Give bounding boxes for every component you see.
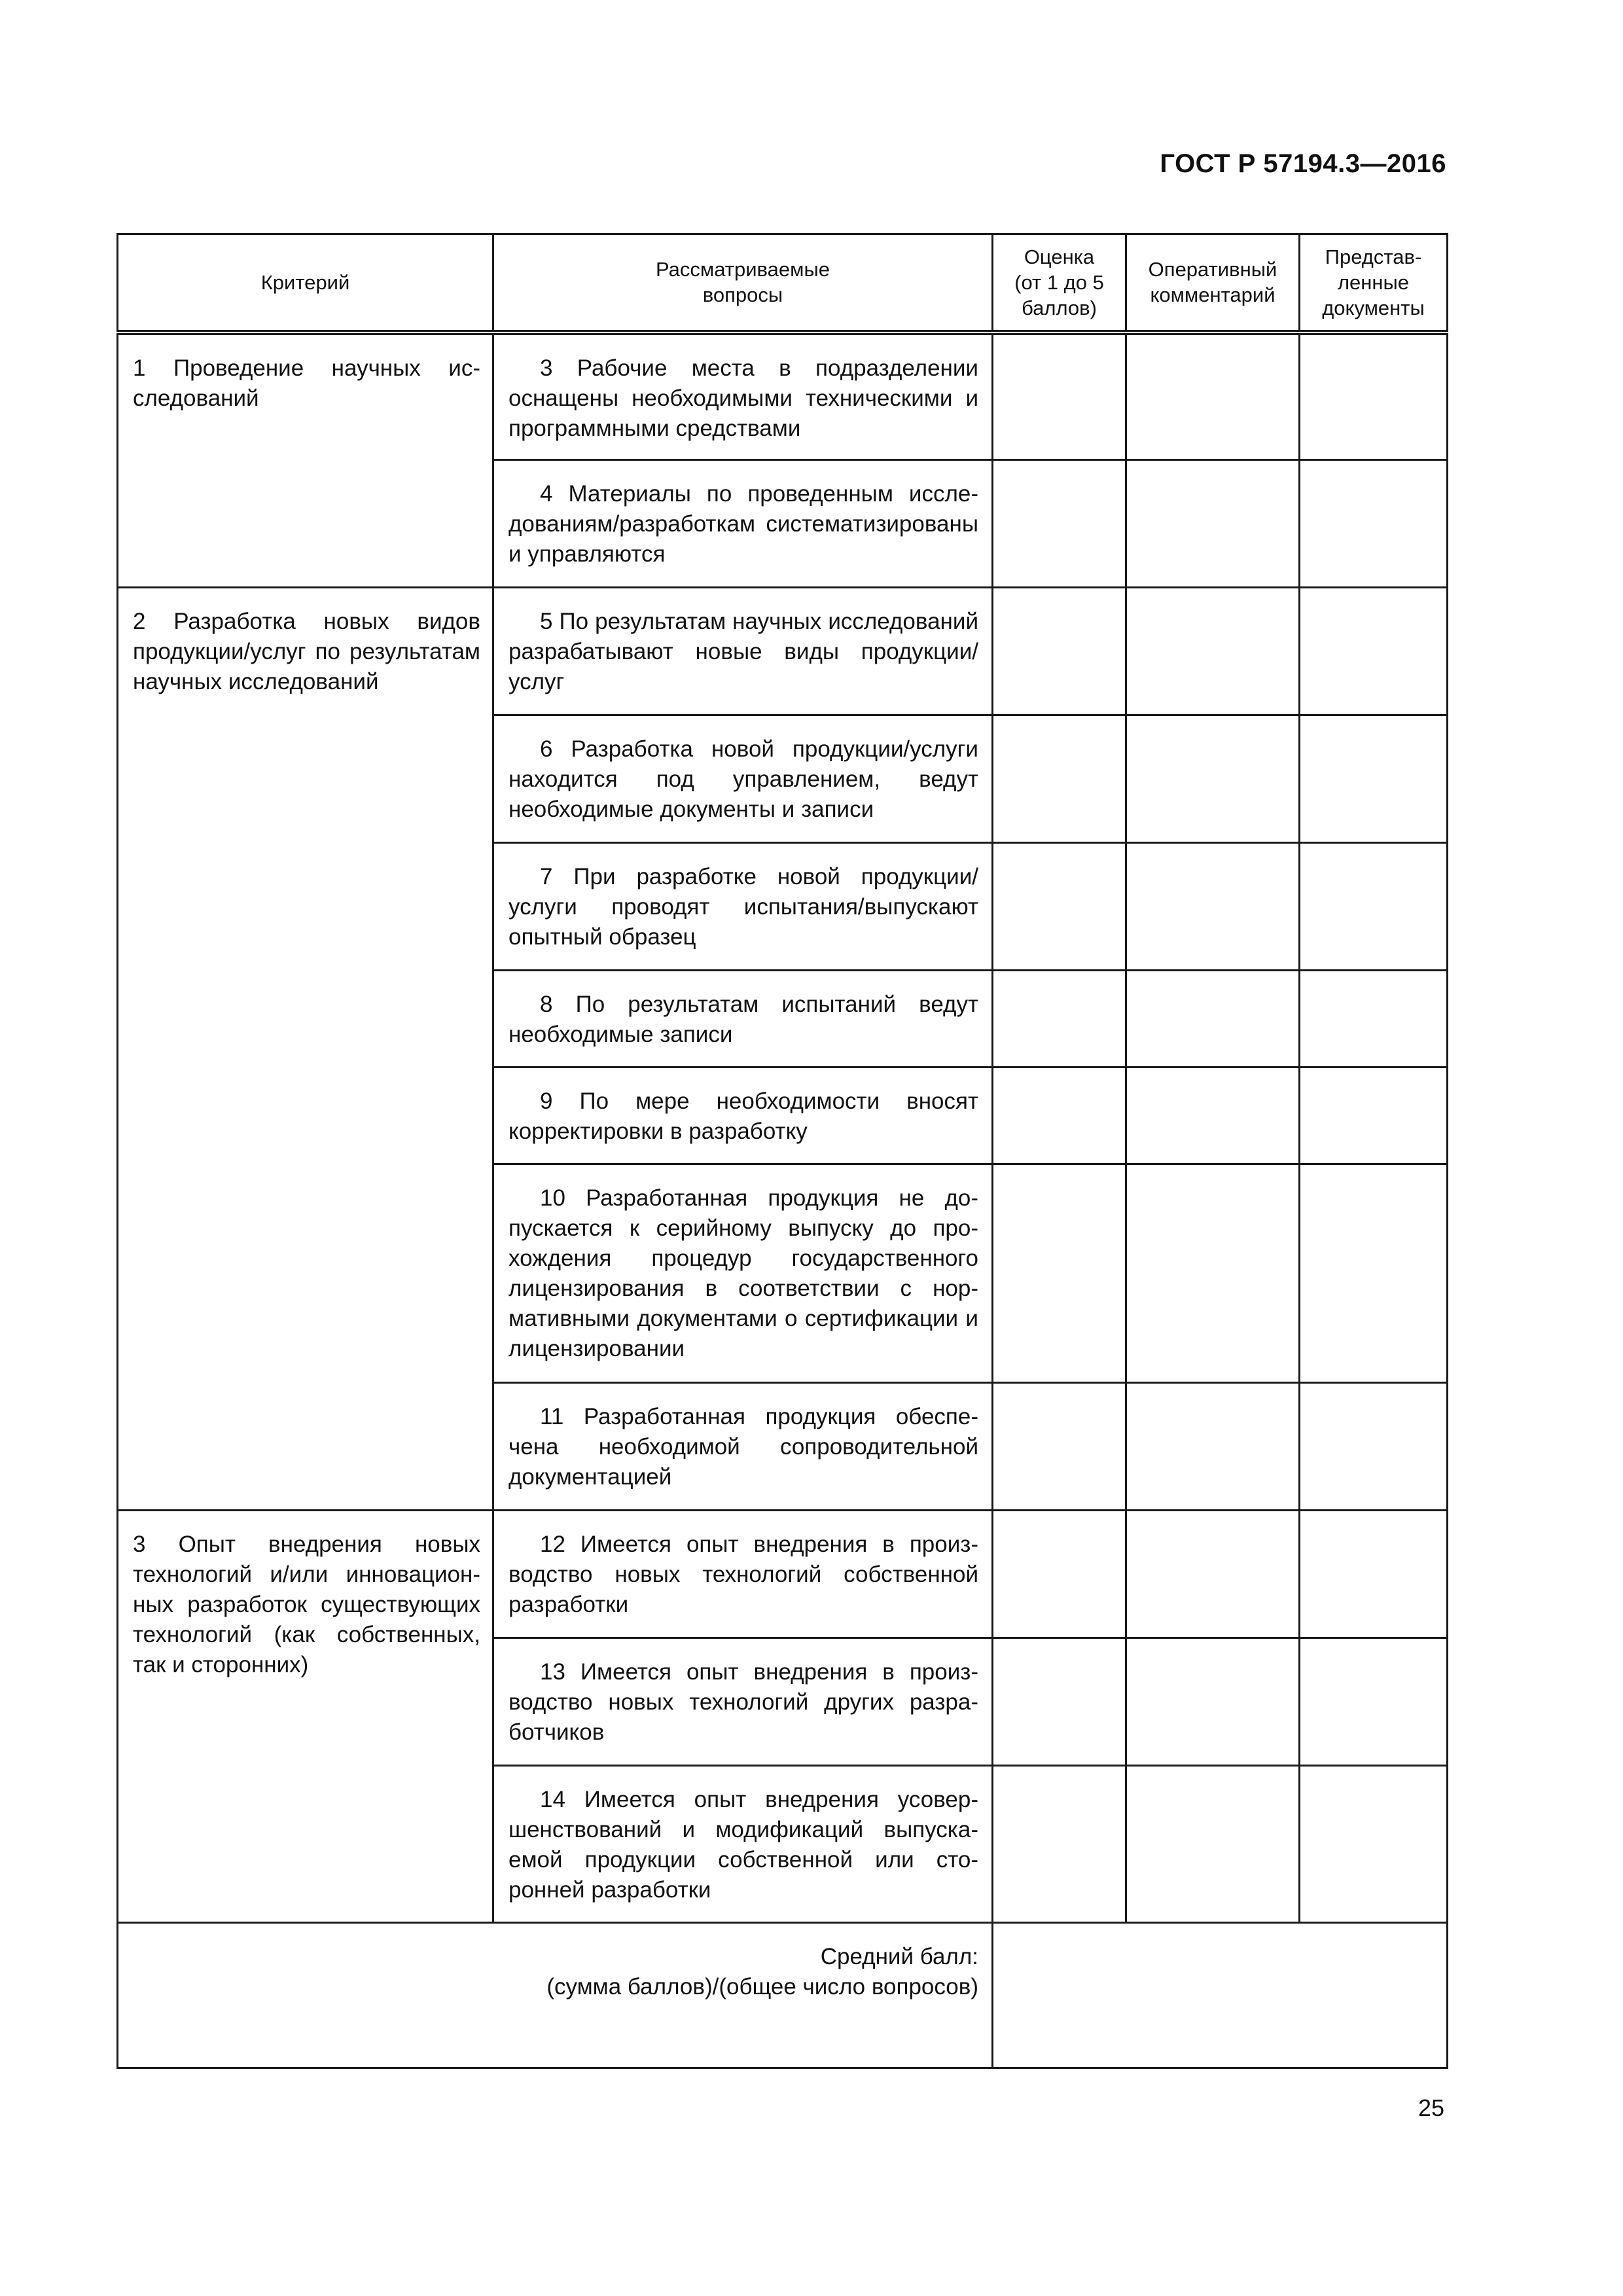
question-cell: 14 Имеется опыт внедрения усовершенствований и модификаций выпускаемой продукции собственной или сторонней разработки <box>493 1766 993 1923</box>
question-cell: 12 Имеется опыт внедрения в производство новых технологий собственной разработки <box>493 1511 993 1638</box>
question-cell: 3 Рабочие места в подразделении оснащены необходимыми техническими и программными средствами <box>493 332 993 460</box>
question-cell: 4 Материалы по проведенным исследованиям/разработкам систематизированы и управляются <box>493 460 993 588</box>
question-cell: 8 По результатам испытаний ведут необходимые записи <box>493 971 993 1067</box>
question-cell: 7 При разработке новой продукции/ услуги проводят испытания/выпускают опытный образец <box>493 843 993 971</box>
documents-cell <box>1300 1638 1448 1766</box>
question-cell: 5 По результатам научных исследований разрабатывают новые виды продукции/услуг <box>493 588 993 715</box>
document-code-header: ГОСТ Р 57194.3—2016 <box>1160 149 1446 178</box>
comment-cell <box>1126 1067 1300 1164</box>
criterion-cell-1: 1 Проведение научных исследований <box>118 332 493 588</box>
documents-cell <box>1300 715 1448 843</box>
score-cell <box>993 1067 1126 1164</box>
documents-cell <box>1300 588 1448 715</box>
comment-cell <box>1126 588 1300 715</box>
column-header-score: Оценка (от 1 до 5 баллов) <box>993 234 1126 332</box>
table-row <box>118 1511 1448 1638</box>
score-cell <box>993 1511 1126 1638</box>
score-cell <box>993 332 1126 460</box>
comment-cell <box>1126 1164 1300 1383</box>
score-cell <box>993 843 1126 971</box>
score-cell <box>993 1164 1126 1383</box>
documents-cell <box>1300 1164 1448 1383</box>
score-cell <box>993 971 1126 1067</box>
score-cell <box>993 715 1126 843</box>
score-cell <box>993 1638 1126 1766</box>
question-cell: 10 Разработанная продукция не допускается к серийному выпуску до прохождения процедур государственного лицензирования в соответствии с нормативными документами о сертификации и лицензировании <box>493 1164 993 1383</box>
average-score-label: Средний балл: (сумма баллов)/(общее число вопросов) <box>118 1923 993 2068</box>
score-cell <box>993 1383 1126 1511</box>
documents-cell <box>1300 1383 1448 1511</box>
comment-cell <box>1126 460 1300 588</box>
table-header-row <box>118 234 1448 332</box>
criterion-cell-2: 2 Разработка новых видов продукции/услуг по результатам научных исследований <box>118 588 493 1511</box>
summary-row <box>118 1923 1448 2068</box>
comment-cell <box>1126 843 1300 971</box>
comment-cell <box>1126 971 1300 1067</box>
column-header-comment: Оперативный комментарий <box>1126 234 1300 332</box>
comment-cell <box>1126 715 1300 843</box>
criterion-cell-3: 3 Опыт внедрения новых технологий и/или инновационных разработок существующих технологий (как собственных, так и сторонних) <box>118 1511 493 1923</box>
comment-cell <box>1126 1766 1300 1923</box>
documents-cell <box>1300 1511 1448 1638</box>
average-score-value-cell <box>993 1923 1448 2068</box>
documents-cell <box>1300 1067 1448 1164</box>
question-cell: 6 Разработка новой продукции/услуги находится под управлением, ведут необходимые документы и записи <box>493 715 993 843</box>
column-header-criterion: Критерий <box>118 234 493 332</box>
score-cell <box>993 1766 1126 1923</box>
column-header-documents: Представ- ленные документы <box>1300 234 1448 332</box>
score-cell <box>993 588 1126 715</box>
documents-cell <box>1300 843 1448 971</box>
criteria-table <box>116 233 1448 2069</box>
documents-cell <box>1300 971 1448 1067</box>
question-cell: 13 Имеется опыт внедрения в производство новых технологий других разработчиков <box>493 1638 993 1766</box>
page-number: 25 <box>1418 2094 1444 2121</box>
table-row <box>118 332 1448 460</box>
question-cell: 11 Разработанная продукция обеспечена необходимой сопроводительной документацией <box>493 1383 993 1511</box>
documents-cell <box>1300 332 1448 460</box>
comment-cell <box>1126 332 1300 460</box>
comment-cell <box>1126 1511 1300 1638</box>
question-cell: 9 По мере необходимости вносят корректировки в разработку <box>493 1067 993 1164</box>
table-row <box>118 588 1448 715</box>
column-header-questions: Рассматриваемые вопросы <box>493 234 993 332</box>
documents-cell <box>1300 460 1448 588</box>
comment-cell <box>1126 1383 1300 1511</box>
documents-cell <box>1300 1766 1448 1923</box>
comment-cell <box>1126 1638 1300 1766</box>
score-cell <box>993 460 1126 588</box>
